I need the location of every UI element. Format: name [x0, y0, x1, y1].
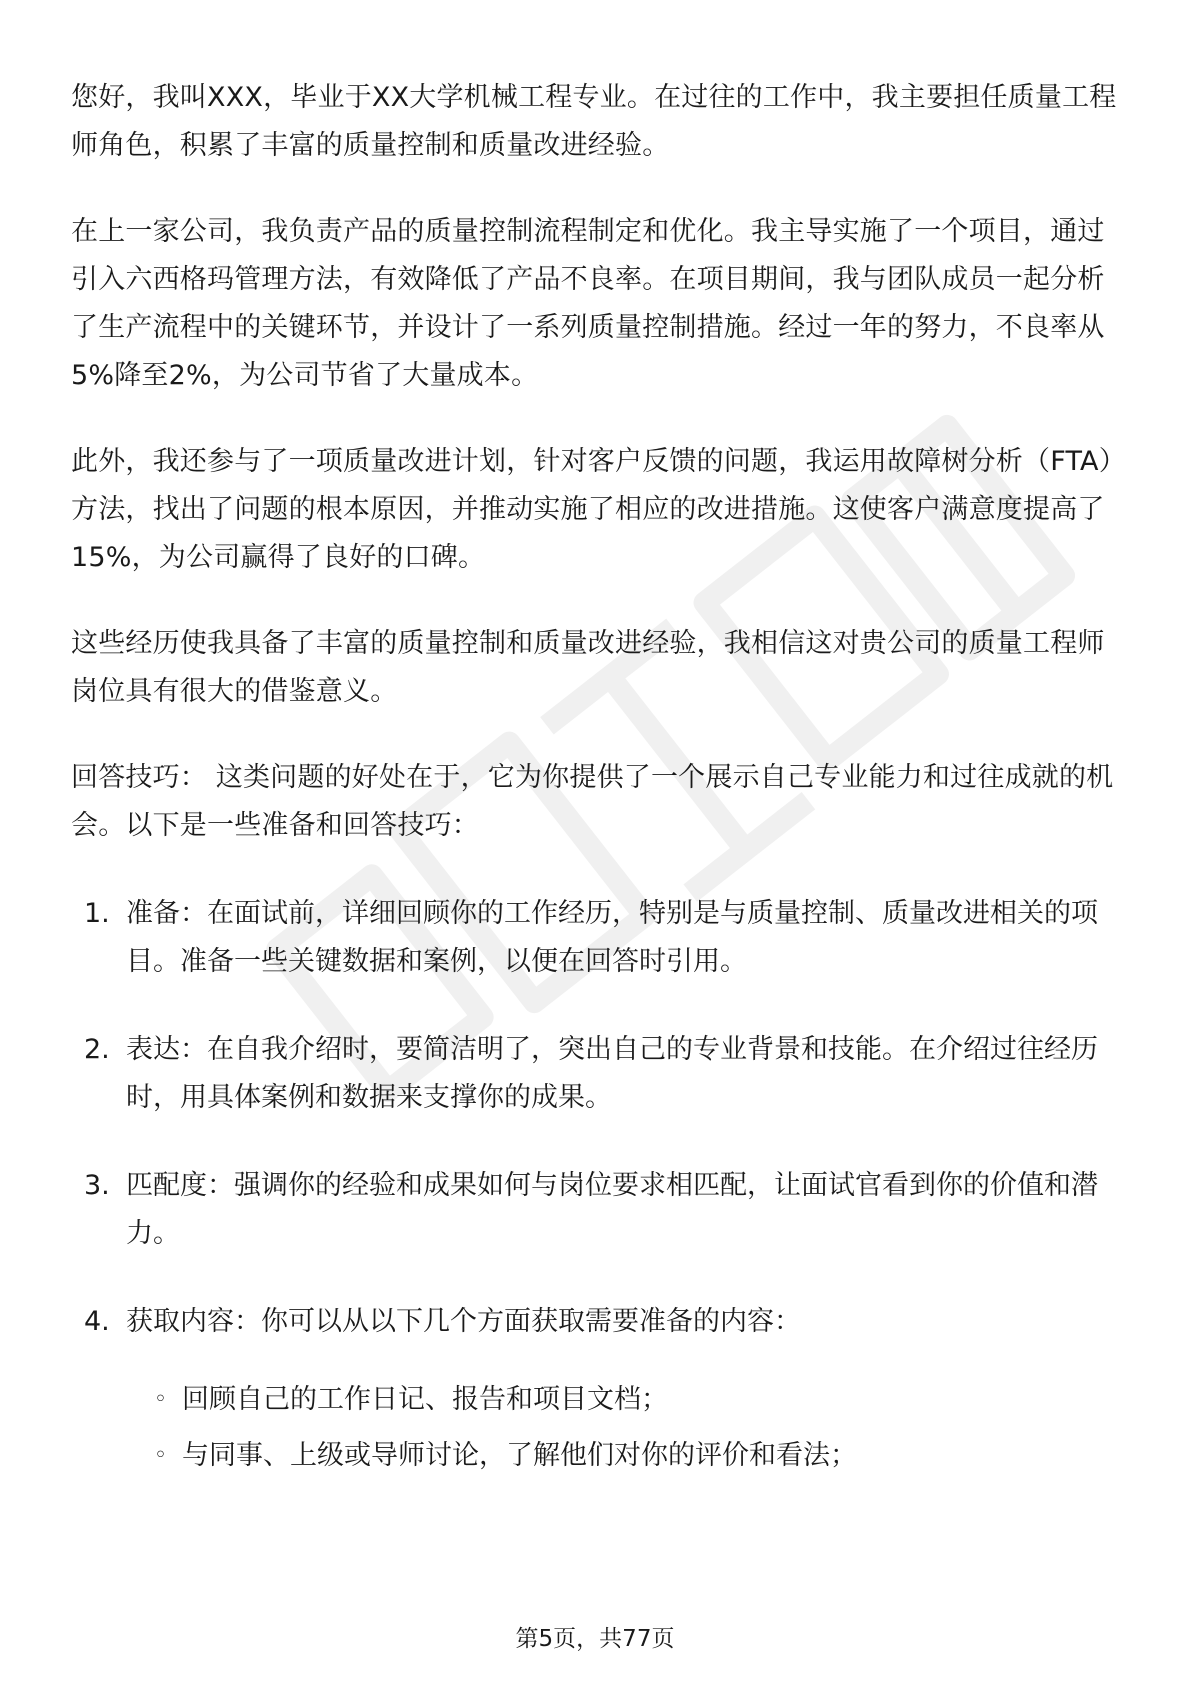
- circle-bullet-icon: ◦: [154, 1387, 167, 1412]
- sublist-item: [126, 1376, 1127, 1424]
- list-item: [71, 1026, 1127, 1122]
- summary-paragraph: 这些经历使我具备了丰富的质量控制和质量改进经验，我相信这对贵公司的质量工程师岗位具有很大的借鉴意义。: [71, 628, 1105, 707]
- list-item-text: 获取内容：你可以从以下几个方面获取需要准备的内容：: [126, 1306, 801, 1337]
- list-number: 3.: [84, 1170, 110, 1201]
- list-number: 4.: [84, 1306, 110, 1337]
- list-number: 1.: [84, 898, 110, 929]
- list-item: [71, 890, 1127, 986]
- tips-intro-paragraph: 回答技巧： 这类问题的好处在于，它为你提供了一个展示自己专业能力和过往成就的机会。以下是一些准备和回答技巧：: [71, 762, 1114, 841]
- document-body: [71, 74, 1127, 1520]
- page-number-footer: 第5页，共77页: [515, 1626, 675, 1652]
- list-number: 2.: [84, 1034, 110, 1065]
- list-item-text: 表达：在自我介绍时，要简洁明了，突出自己的专业背景和技能。在介绍过往经历时，用具体案例和数据来支撑你的成果。: [126, 1034, 1098, 1113]
- tips-list: [71, 890, 1127, 1480]
- list-item-text: 准备：在面试前，详细回顾你的工作经历，特别是与质量控制、质量改进相关的项目。准备一些关键数据和案例，以便在回答时引用。: [126, 898, 1098, 977]
- sublist-item-text: 回顾自己的工作日记、报告和项目文档；: [182, 1384, 668, 1415]
- list-item-text: 匹配度：强调你的经验和成果如何与岗位要求相匹配，让面试官看到你的价值和潜力。: [126, 1170, 1098, 1249]
- sources-sublist: [126, 1376, 1127, 1480]
- intro-paragraph: 您好，我叫XXX，毕业于XX大学机械工程专业。在过往的工作中，我主要担任质量工程师角色，积累了丰富的质量控制和质量改进经验。: [71, 82, 1117, 161]
- improvement-paragraph: 此外，我还参与了一项质量改进计划，针对客户反馈的问题，我运用故障树分析（FTA）方法，找出了问题的根本原因，并推动实施了相应的改进措施。这使客户满意度提高了15%，为公司赢得了良好的口碑。: [71, 446, 1126, 573]
- experience-paragraph: 在上一家公司，我负责产品的质量控制流程制定和优化。我主导实施了一个项目，通过引入六西格玛管理方法，有效降低了产品不良率。在项目期间，我与团队成员一起分析了生产流程中的关键环节，并设计了一系列质量控制措施。经过一年的努力，不良率从5%降至2%，为公司节省了大量成本。: [71, 216, 1105, 391]
- list-item: [71, 1162, 1127, 1258]
- list-item: [71, 1298, 1127, 1480]
- sublist-item-text: 与同事、上级或导师讨论，了解他们对你的评价和看法；: [182, 1440, 857, 1471]
- circle-bullet-icon: ◦: [154, 1443, 167, 1468]
- sublist-item: [126, 1432, 1127, 1480]
